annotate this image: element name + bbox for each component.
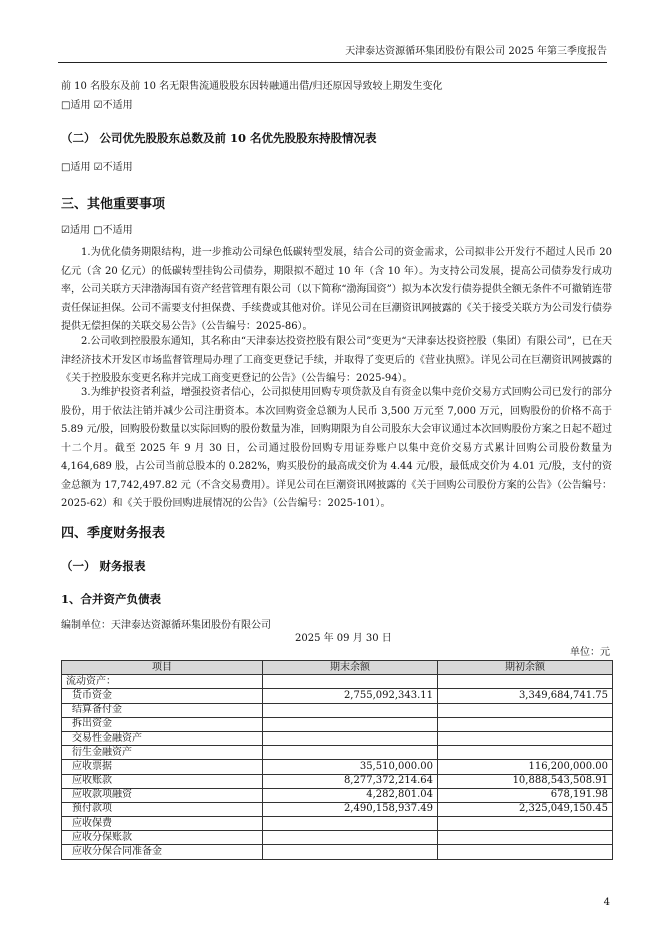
- report-date: 2025 年 09 月 30 日: [295, 633, 392, 644]
- page-number: 4: [603, 897, 610, 908]
- currency-unit: 单位：元: [570, 647, 610, 658]
- row-item: 预付款项: [62, 802, 263, 816]
- beginning-balance: 2,325,049,150.45: [438, 802, 613, 816]
- beginning-balance: 3,349,684,741.75: [438, 689, 613, 703]
- preparer-company: 编制单位：天津泰达资源循环集团股份有限公司: [61, 620, 271, 631]
- table-row: [62, 731, 613, 745]
- ending-balance: 2,490,158,937.49: [263, 802, 438, 816]
- table-row: [62, 675, 613, 689]
- table-row: [62, 788, 613, 802]
- row-item: 衍生金融资产: [62, 746, 263, 760]
- row-item: 应收款项融资: [62, 788, 263, 802]
- ending-balance: 35,510,000.00: [263, 760, 438, 774]
- beginning-balance: [438, 703, 613, 717]
- preferred-shareholders-heading: （二） 公司优先股股东总数及前 10 名优先股股东持股情况表: [61, 131, 377, 145]
- matter-paragraph-3: 3.为维护投资者利益，增强投资者信心，公司拟使用回购专项贷款及自有资金以集中竞价交易方式回购公司已发行的部分股份，用于依法注销并减少公司注册资本。本次回购资金总额为人民币 3,500 万元至 7,000 万元，回购股份的价格不高于 5.89 元/股，回购股份数量以实际回购的股份数量为准，回购期限为自公司股东大会审议通过本次回购股份方案之日起不超过十二个月。截至 2025 年 9 月 30 日，公司通过股份回购专用证券账户以集中竞价交易方式累计回购公司股份数量为 4,164,689 股，占公司当前总股本的 0.282%，购买股份的最高成交价为 4.44 元/股，最低成交价为 4.01 元/股，支付的资金总额为 17,742,497.82 元（不含交易费用）。详见公司在巨潮资讯网披露的《关于回购公司股份方案的公告》（公告编号：2025-62）和《关于股份回购进展情况的公告》（公告编号：2025-101）。: [61, 387, 612, 509]
- financial-statements-heading: 四、季度财务报表: [61, 526, 166, 541]
- table-row: [62, 831, 613, 845]
- beginning-balance: [438, 831, 613, 845]
- beginning-balance: [438, 845, 613, 859]
- table-row: [62, 817, 613, 831]
- row-item: 应收分保合同准备金: [62, 845, 263, 859]
- applicability-checkbox: □适用 ☑不适用: [61, 162, 133, 173]
- matter-paragraph-1: 1.为优化债务期限结构，进一步推动公司绿色低碳转型发展，结合公司的资金需求，公司拟非公开发行不超过人民币 20 亿元（含 20 亿元）的低碳转型挂钩公司债券，期限拟不超过 10 年（含 10 年）。为支持公司发展，提高公司债券发行成功率，公司关联方天津渤海国有资产经营管理有限公司（以下简称“渤海国资”）拟为本次发行债券提供全额无条件不可撤销连带责任保证担保。公司不需要支付担保费、手续费或其他对价。详见公司在巨潮资讯网披露的《关于接受关联方为公司发行债券提供无偿担保的关联交易公告》（公告编号：2025-86）。: [61, 247, 612, 332]
- table-row: [62, 760, 613, 774]
- transfer-note: 前 10 名股东及前 10 名无限售流通股股东因转融通出借/归还原因导致较上期发生变化: [61, 81, 443, 92]
- column-header: 期末余额: [263, 661, 438, 675]
- ending-balance: [263, 831, 438, 845]
- table-header-row: [62, 661, 613, 675]
- row-item: 应收分保账款: [62, 831, 263, 845]
- report-title: 天津泰达资源循环集团股份有限公司 2025 年第三季度报告: [345, 46, 607, 57]
- ending-balance: [263, 717, 438, 731]
- matter-paragraph-2: 2.公司收到控股股东通知，其名称由“天津泰达投资控股有限公司”变更为“天津泰达投资控股（集团）有限公司”，已在天津经济技术开发区市场监督管理局办理了工商变更登记手续，并取得了变更后的《营业执照》。详见公司在巨潮资讯网披露的《关于控股股东变更名称并完成工商变更登记的公告》（公告编号：2025-94）。: [61, 336, 612, 384]
- table-row: [62, 845, 613, 859]
- ending-balance: 8,277,372,214.64: [263, 774, 438, 788]
- ending-balance: [263, 817, 438, 831]
- applicability-checkbox: ☑适用 □不适用: [61, 225, 133, 236]
- ending-balance: 4,282,801.04: [263, 788, 438, 802]
- table-row: [62, 746, 613, 760]
- beginning-balance: 116,200,000.00: [438, 760, 613, 774]
- table-row: [62, 774, 613, 788]
- row-item: 交易性金融资产: [62, 731, 263, 745]
- beginning-balance: 678,191.98: [438, 788, 613, 802]
- row-item: 流动资产：: [62, 675, 263, 689]
- beginning-balance: [438, 817, 613, 831]
- beginning-balance: [438, 746, 613, 760]
- ending-balance: [263, 731, 438, 745]
- other-matters-heading: 三、其他重要事项: [61, 197, 166, 212]
- column-header: 项目: [62, 661, 263, 675]
- row-item: 应收票据: [62, 760, 263, 774]
- row-item: 货币资金: [62, 689, 263, 703]
- page-header: [58, 44, 607, 63]
- balance-sheet-table: [61, 660, 613, 860]
- ending-balance: [263, 845, 438, 859]
- beginning-balance: [438, 731, 613, 745]
- beginning-balance: [438, 717, 613, 731]
- beginning-balance: [438, 675, 613, 689]
- ending-balance: [263, 703, 438, 717]
- ending-balance: 2,755,092,343.11: [263, 689, 438, 703]
- ending-balance: [263, 675, 438, 689]
- financial-statements-subheading: （一） 财务报表: [61, 559, 146, 573]
- table-row: [62, 689, 613, 703]
- ending-balance: [263, 746, 438, 760]
- table-row: [62, 703, 613, 717]
- row-item: 结算备付金: [62, 703, 263, 717]
- row-item: 拆出资金: [62, 717, 263, 731]
- applicability-checkbox: □适用 ☑不适用: [61, 100, 133, 111]
- balance-sheet-heading: 1、合并资产负债表: [61, 592, 162, 606]
- table-row: [62, 802, 613, 816]
- beginning-balance: 10,888,543,508.91: [438, 774, 613, 788]
- row-item: 应收保费: [62, 817, 263, 831]
- table-row: [62, 717, 613, 731]
- row-item: 应收账款: [62, 774, 263, 788]
- column-header: 期初余额: [438, 661, 613, 675]
